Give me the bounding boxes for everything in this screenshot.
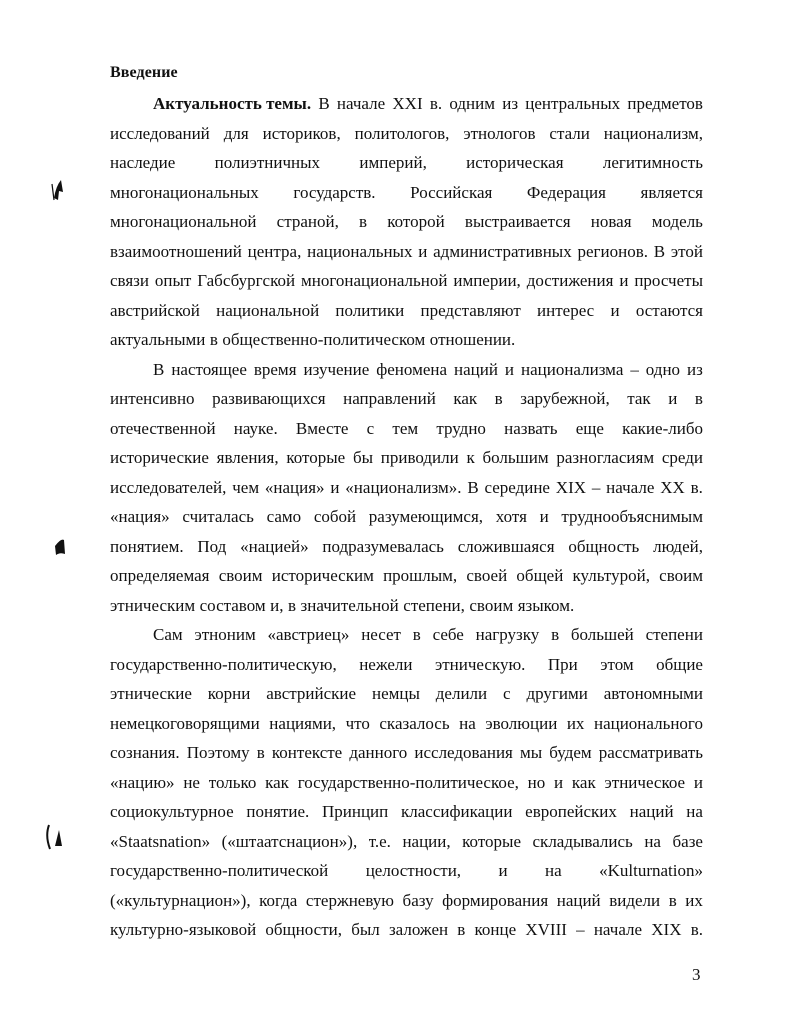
word: модель <box>651 212 703 231</box>
word: целостности, <box>365 861 462 880</box>
word: определяемая <box>110 566 210 585</box>
text-line <box>153 360 703 380</box>
word: интерес <box>537 300 595 320</box>
word: страной, <box>276 212 339 231</box>
text-line <box>110 655 703 675</box>
word: стали <box>549 123 590 143</box>
word: заложен <box>388 920 449 939</box>
word: этноним <box>194 625 256 644</box>
word: историков, <box>262 123 341 143</box>
word: прошлым, <box>383 566 458 585</box>
text-line <box>110 478 703 498</box>
word: «нацию» <box>110 772 175 792</box>
word: Габсбургской <box>197 271 296 290</box>
word: нежели <box>359 654 413 674</box>
word: начале <box>606 477 655 497</box>
word: время <box>253 359 297 379</box>
word: Вместе <box>295 418 349 438</box>
word: в <box>209 330 218 349</box>
text-line <box>110 448 703 468</box>
word: зарубежной, <box>520 389 610 408</box>
word: данного <box>349 743 408 762</box>
word: какие-либо <box>622 418 703 438</box>
word: складывались <box>532 831 633 851</box>
word: хотя <box>495 507 527 526</box>
word: этническую. <box>434 654 526 674</box>
text-line <box>110 153 703 173</box>
word: Сам <box>153 625 183 644</box>
word: Поэтому <box>186 743 250 762</box>
word: эволюции <box>485 713 558 733</box>
word: государственно-политическое, <box>297 772 519 792</box>
word: в <box>412 625 421 644</box>
word: сознания. <box>110 743 180 762</box>
word: и <box>668 389 678 408</box>
word: опыт <box>154 271 192 290</box>
word: в <box>494 389 503 408</box>
text-line <box>110 124 703 144</box>
word: достижения <box>526 271 614 290</box>
word: историческая <box>466 153 564 172</box>
word: разумеющимся, <box>368 507 484 526</box>
word: многонациональных <box>110 182 259 202</box>
word: многонациональной <box>300 271 448 290</box>
text-line <box>110 537 703 557</box>
word: нагрузку <box>475 625 540 644</box>
word: актуальными <box>110 330 206 349</box>
word: с <box>366 418 375 438</box>
word: на <box>686 802 703 821</box>
word: как <box>453 389 478 408</box>
word: – <box>630 359 639 379</box>
word: на <box>545 861 562 880</box>
word: в <box>288 595 297 615</box>
word: своей <box>466 566 508 585</box>
word: представляют <box>420 300 521 320</box>
word: «нация» <box>110 507 170 526</box>
word: на <box>644 831 661 851</box>
word: В <box>467 477 479 497</box>
word: XX <box>660 477 685 497</box>
page-number: 3 <box>692 965 701 984</box>
word: был <box>351 920 380 939</box>
word: которой <box>387 212 445 231</box>
word: В <box>318 94 330 113</box>
word: общей <box>516 566 564 585</box>
word: трудно <box>436 418 486 438</box>
word: рассматривать <box>598 743 703 762</box>
word: XXI <box>392 94 423 113</box>
word: европейских <box>525 802 617 821</box>
word: и <box>498 861 508 880</box>
word: своим <box>469 595 514 615</box>
word: начале <box>593 920 643 939</box>
section-heading: Введение <box>110 64 178 81</box>
word: считалась <box>182 507 254 526</box>
word: будем <box>549 743 592 762</box>
word: XIX <box>555 477 587 497</box>
word: автономными <box>603 684 703 703</box>
word: направлений <box>343 389 436 408</box>
word: когда <box>259 890 298 910</box>
word: феномена <box>376 359 448 379</box>
text-line <box>110 419 703 439</box>
word: бы <box>352 448 374 467</box>
word: Принцип <box>321 802 389 821</box>
text-line <box>110 832 703 852</box>
word: нациями, <box>269 713 337 733</box>
word: собой <box>313 507 357 526</box>
text-line <box>110 271 703 291</box>
word: наследие <box>110 153 176 172</box>
word: легитимность <box>602 153 703 172</box>
word: культурно-языковой <box>110 920 257 939</box>
text-line <box>153 625 703 645</box>
text-line <box>110 920 703 940</box>
word: начале <box>336 94 386 113</box>
text-line <box>110 566 703 586</box>
word: этнологов <box>463 123 536 143</box>
word: контексте <box>271 743 343 762</box>
word: политологов, <box>354 123 450 143</box>
word: и <box>610 300 620 320</box>
word: видели <box>609 890 661 910</box>
word: этнические <box>110 684 192 703</box>
bold-lead-in: Актуальность темы. <box>153 94 312 113</box>
word: как <box>571 772 596 792</box>
word: в. <box>690 920 703 939</box>
word: «нация» <box>264 477 325 497</box>
word: «Kulturnation» <box>599 861 703 880</box>
text-line <box>110 891 703 911</box>
word: в <box>256 743 265 762</box>
word: что <box>345 713 370 733</box>
text-line <box>110 183 703 203</box>
word: базу <box>402 890 434 910</box>
word: еще <box>575 418 604 438</box>
word: выстраивается <box>464 212 571 231</box>
margin-mark-icon <box>44 822 66 852</box>
text-line <box>110 330 703 350</box>
text-line <box>110 743 703 763</box>
word: этом <box>600 654 634 674</box>
word: империй, <box>359 153 427 172</box>
word: в. <box>690 477 703 497</box>
word: национальной <box>216 300 320 320</box>
text-line <box>110 684 703 704</box>
word: В <box>153 359 165 379</box>
word: исследования <box>414 743 513 762</box>
word: австрийской <box>110 300 200 320</box>
word: «Staatsnation» <box>110 831 211 851</box>
word: регионов. <box>577 241 648 261</box>
word: этническое <box>604 772 686 792</box>
word: XVIII <box>525 920 567 939</box>
word: политики <box>335 300 405 320</box>
word: явления, <box>216 448 279 467</box>
word: себе <box>432 625 464 644</box>
word: связи <box>110 271 149 290</box>
word: составом <box>199 595 266 615</box>
word: несет <box>361 625 401 644</box>
word: назвать <box>504 418 558 438</box>
word: понятие. <box>246 802 310 821</box>
text-line <box>110 507 703 527</box>
text-line <box>110 714 703 734</box>
word: их <box>566 713 585 733</box>
word: само <box>266 507 302 526</box>
word: новая <box>590 212 632 231</box>
word: одно <box>645 359 681 379</box>
word: административных <box>433 241 572 261</box>
word: базе <box>672 831 703 851</box>
word: («культурнацион»), <box>110 890 251 910</box>
word: исторические <box>110 448 209 467</box>
word: большим <box>482 448 549 467</box>
word: так <box>627 389 651 408</box>
word: и <box>539 507 549 526</box>
word: общие <box>656 654 703 674</box>
word: которые <box>286 448 346 467</box>
word: не <box>183 772 200 792</box>
word: тем <box>392 418 419 438</box>
word: труднообъяснимым <box>561 507 703 526</box>
margin-mark-icon <box>50 178 68 204</box>
word: центральных <box>525 94 621 113</box>
word: большей <box>570 625 634 644</box>
word: понятием. <box>110 536 184 556</box>
word: – <box>576 920 585 939</box>
word: культурой, <box>572 566 650 585</box>
word: общность <box>568 536 640 556</box>
word: и, <box>270 595 284 615</box>
word: изучение <box>303 359 370 379</box>
word: с <box>503 684 511 703</box>
word: среди <box>661 448 703 467</box>
word: многонациональной <box>110 212 257 231</box>
word: одним <box>449 94 495 113</box>
word: на <box>459 713 476 733</box>
word: остаются <box>635 300 703 320</box>
word: – <box>591 477 601 497</box>
word: просчеты <box>634 271 703 290</box>
word: конце <box>474 920 517 939</box>
word: стержневую <box>305 890 394 910</box>
word: национализм, <box>603 123 703 143</box>
word: и <box>504 359 515 379</box>
word: исследователей, <box>110 477 227 497</box>
word: чем <box>232 477 260 497</box>
word: и <box>554 772 564 792</box>
word: в <box>551 625 560 644</box>
word: взаимоотношений <box>110 241 242 261</box>
word: настоящее <box>171 359 247 379</box>
word: «австриец» <box>267 625 350 644</box>
word: в <box>694 389 703 408</box>
word: и <box>418 241 428 261</box>
word: только <box>208 772 257 792</box>
word: развивающихся <box>212 389 326 408</box>
text-line <box>110 242 703 262</box>
word: и <box>693 772 703 792</box>
word: национального <box>593 713 703 733</box>
word: своим <box>659 566 703 585</box>
word: государственно-политическую, <box>110 654 337 674</box>
word: является <box>640 182 703 202</box>
word: но <box>527 772 546 792</box>
word: Под <box>197 536 227 556</box>
text-line <box>110 773 703 793</box>
word: немецкоговорящими <box>110 713 260 733</box>
word: другими <box>526 684 588 703</box>
word: общности, <box>265 920 342 939</box>
word: сказалось <box>379 713 450 733</box>
word: которые <box>462 831 521 851</box>
text-line <box>110 802 703 822</box>
word: в <box>668 890 677 910</box>
word: («штаатснацион»), <box>221 831 358 851</box>
word: немцы <box>371 684 420 703</box>
word: классификации <box>400 802 513 821</box>
word: историческим <box>271 566 374 585</box>
margin-mark-icon <box>52 536 68 558</box>
word: Федерация <box>526 182 606 202</box>
word: середине <box>484 477 550 497</box>
word: и <box>619 271 629 290</box>
text-line <box>110 861 703 881</box>
word: из <box>687 359 703 379</box>
word: национальных <box>307 241 413 261</box>
word: полиэтничных <box>214 153 321 172</box>
word: формирования <box>442 890 549 910</box>
word: государственно-политической <box>110 861 329 880</box>
word: этническим <box>110 595 196 615</box>
word: и <box>330 477 340 497</box>
word: сложившаяся <box>457 536 555 556</box>
word: «нацией» <box>240 536 309 556</box>
word: предметов <box>627 94 703 113</box>
word: в. <box>429 94 443 113</box>
word: исследований <box>110 123 210 143</box>
word: степени, <box>403 595 465 615</box>
word: в <box>457 920 466 939</box>
word: т.е. <box>368 831 391 851</box>
word: наций <box>556 890 601 910</box>
word: к <box>466 448 475 467</box>
word: для <box>223 123 249 143</box>
word: отечественной <box>110 418 216 438</box>
word: австрийские <box>266 684 357 703</box>
word: этой <box>670 241 703 261</box>
word: центра, <box>247 241 302 261</box>
word: в <box>359 212 368 231</box>
word: общественно-политическом <box>222 330 426 349</box>
word: степени <box>645 625 703 644</box>
word: интенсивно <box>110 389 195 408</box>
word: корни <box>207 684 251 703</box>
word: науке. <box>233 418 278 438</box>
word: из <box>502 94 519 113</box>
word: нации, <box>402 831 451 851</box>
text-line <box>110 596 703 616</box>
word: В <box>653 241 666 261</box>
word: отношении. <box>429 330 516 349</box>
word: XIX <box>651 920 682 939</box>
word: их <box>685 890 703 910</box>
word: национализма <box>520 359 624 379</box>
text-line <box>110 389 703 409</box>
word: При <box>547 654 578 674</box>
word: подразумевалась <box>322 536 444 556</box>
word: разногласиям <box>556 448 655 467</box>
word: Российская <box>410 182 493 202</box>
word: делили <box>435 684 488 703</box>
word: социокультурное <box>110 802 234 821</box>
word: наций <box>629 802 674 821</box>
word: государств. <box>293 182 376 202</box>
text-line <box>153 94 703 114</box>
word: своим <box>218 566 263 585</box>
word: приводили <box>380 448 459 467</box>
word: значительной <box>300 595 399 615</box>
word: языком. <box>517 595 575 615</box>
text-line <box>110 212 703 232</box>
word: мы <box>519 743 543 762</box>
text-line <box>110 301 703 321</box>
word: «национализм». <box>345 477 462 497</box>
word: людей, <box>653 536 703 556</box>
word: империи, <box>453 271 521 290</box>
word: как <box>265 772 289 792</box>
word: наций <box>454 359 498 379</box>
